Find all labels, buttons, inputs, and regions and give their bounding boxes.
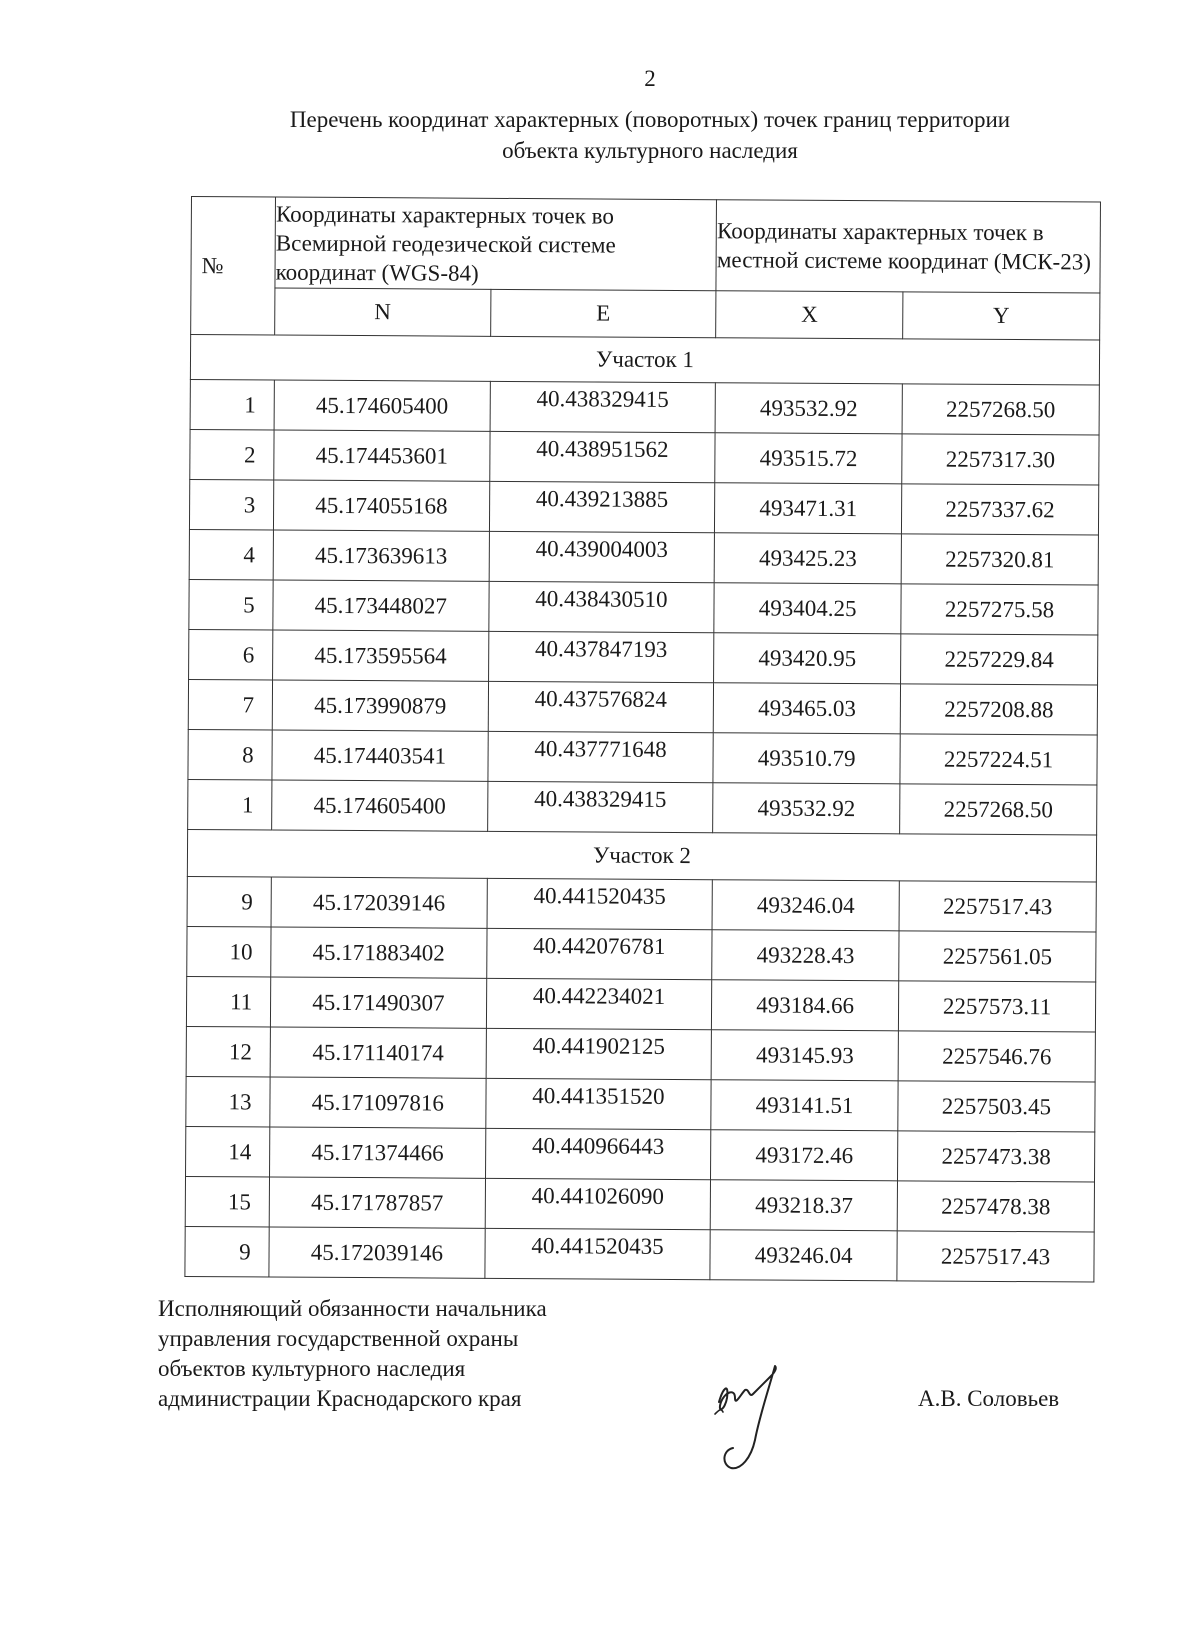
cell-x: 493184.66 — [712, 980, 899, 1031]
point-number: 4 — [189, 529, 273, 580]
cell-y: 2257503.45 — [898, 1081, 1095, 1132]
cell-n: 45.174453601 — [274, 430, 490, 481]
table-row — [189, 579, 1098, 635]
table-row — [190, 429, 1099, 485]
cell-n: 45.171097816 — [270, 1077, 486, 1128]
cell-y: 2257517.43 — [897, 1231, 1094, 1282]
point-number: 13 — [186, 1076, 270, 1127]
cell-y: 2257275.58 — [901, 584, 1098, 635]
cell-x: 493465.03 — [714, 683, 901, 734]
cell-y: 2257561.05 — [899, 931, 1096, 982]
cell-e: 40.438329415 — [490, 381, 716, 432]
handwritten-signature — [705, 1358, 795, 1478]
cell-x: 493420.95 — [714, 633, 901, 684]
point-number: 15 — [185, 1176, 269, 1227]
cell-n: 45.173448027 — [273, 580, 489, 631]
cell-y: 2257317.30 — [902, 434, 1099, 485]
section-title: Участок 1 — [190, 335, 1099, 386]
table-row — [190, 379, 1099, 435]
cell-n: 45.174403541 — [272, 730, 488, 781]
cell-n: 45.174605400 — [274, 380, 490, 431]
point-number: 12 — [186, 1026, 270, 1077]
signer-name: А.В. Соловьев — [918, 1386, 1060, 1411]
cell-y: 2257229.84 — [901, 634, 1098, 685]
cell-y: 2257268.50 — [900, 784, 1097, 835]
table-row — [186, 1026, 1095, 1082]
cell-x: 493141.51 — [711, 1080, 898, 1131]
cell-n: 45.173990879 — [272, 680, 488, 731]
page-number: 2 — [644, 66, 656, 91]
table-row — [188, 729, 1097, 785]
table-row — [189, 529, 1098, 585]
table-row — [189, 629, 1098, 685]
cell-x: 493510.79 — [713, 733, 900, 784]
cell-n: 45.171787857 — [269, 1177, 485, 1228]
cell-x: 493404.25 — [714, 583, 901, 634]
document-title — [150, 104, 1150, 166]
cell-n: 45.173595564 — [273, 630, 489, 681]
section-row — [187, 829, 1096, 882]
cell-e: 40.439004003 — [489, 531, 715, 582]
cell-n: 45.171140174 — [270, 1027, 486, 1078]
cell-x: 493172.46 — [711, 1130, 898, 1181]
point-number: 3 — [189, 479, 273, 530]
table-row — [186, 1126, 1095, 1182]
cell-y: 2257208.88 — [900, 684, 1097, 735]
point-number: 10 — [187, 926, 271, 977]
cell-e: 40.442076781 — [486, 928, 712, 979]
cell-e: 40.441520435 — [484, 1228, 710, 1279]
table-row — [188, 779, 1097, 835]
point-number: 8 — [188, 729, 272, 780]
signatory-position — [158, 1294, 547, 1414]
header-number: № — [191, 197, 276, 336]
cell-y: 2257337.62 — [901, 484, 1098, 535]
cell-e: 40.440966443 — [485, 1128, 711, 1179]
cell-y: 2257268.50 — [902, 384, 1099, 435]
cell-x: 493532.92 — [715, 383, 902, 434]
cell-y: 2257517.43 — [899, 881, 1096, 932]
title-line-2: объекта культурного наследия — [502, 138, 798, 163]
cell-n: 45.172039146 — [269, 1227, 485, 1278]
point-number: 7 — [188, 679, 272, 730]
point-number: 5 — [189, 579, 273, 630]
table-row — [187, 876, 1096, 932]
cell-n: 45.171883402 — [271, 927, 487, 978]
table-row — [186, 1076, 1095, 1132]
coordinates-table-body — [185, 197, 1101, 1283]
position-line-1: Исполняющий обязанности начальника — [158, 1296, 547, 1321]
section-title: Участок 2 — [187, 829, 1096, 882]
point-number: 9 — [187, 876, 271, 927]
point-number: 9 — [185, 1226, 269, 1277]
subheader-n: N — [275, 288, 491, 336]
subheader-e: E — [490, 289, 716, 337]
cell-y: 2257224.51 — [900, 734, 1097, 785]
cell-n: 45.174605400 — [272, 780, 488, 831]
table-header-row — [191, 197, 1101, 294]
cell-e: 40.438951562 — [489, 431, 715, 482]
point-number: 1 — [188, 779, 272, 830]
cell-y: 2257320.81 — [901, 534, 1098, 585]
cell-x: 493515.72 — [715, 433, 902, 484]
cell-e: 40.439213885 — [489, 481, 715, 532]
position-line-2: управления государственной охраны — [158, 1326, 519, 1351]
point-number: 1 — [190, 379, 274, 430]
cell-x: 493471.31 — [715, 483, 902, 534]
table-row — [186, 976, 1095, 1032]
header-msk23: Координаты характерных точек в местной системе координат (МСК-23) — [716, 200, 1100, 293]
cell-y: 2257573.11 — [898, 981, 1095, 1032]
coordinates-table — [184, 196, 1101, 1283]
cell-e: 40.441902125 — [486, 1028, 712, 1079]
cell-y: 2257478.38 — [897, 1181, 1094, 1232]
cell-y: 2257473.38 — [897, 1131, 1094, 1182]
cell-x: 493218.37 — [710, 1180, 897, 1231]
cell-y: 2257546.76 — [898, 1031, 1095, 1082]
table-row — [185, 1176, 1094, 1232]
cell-x: 493246.04 — [710, 1230, 897, 1281]
table-row — [187, 926, 1096, 982]
position-line-4: администрации Краснодарского края — [158, 1386, 522, 1411]
point-number: 6 — [189, 629, 273, 680]
cell-e: 40.441026090 — [485, 1178, 711, 1229]
cell-x: 493246.04 — [712, 880, 899, 931]
cell-e: 40.437771648 — [487, 731, 713, 782]
table-row — [188, 679, 1097, 735]
position-line-3: объектов культурного наследия — [158, 1356, 466, 1381]
cell-e: 40.437847193 — [488, 631, 714, 682]
point-number: 2 — [190, 429, 274, 480]
point-number: 11 — [186, 976, 270, 1027]
header-wgs84: Координаты характерных точек во Всемирной геодезической системе координат (WGS-84) — [275, 197, 717, 291]
cell-e: 40.442234021 — [486, 978, 712, 1029]
cell-n: 45.171374466 — [270, 1127, 486, 1178]
table-row — [185, 1226, 1094, 1282]
subheader-x: X — [716, 291, 903, 339]
section-row — [190, 335, 1099, 386]
cell-x: 493425.23 — [714, 533, 901, 584]
cell-n: 45.173639613 — [273, 530, 489, 581]
cell-e: 40.441351520 — [485, 1078, 711, 1129]
cell-n: 45.171490307 — [271, 977, 487, 1028]
point-number: 14 — [186, 1126, 270, 1177]
cell-e: 40.437576824 — [488, 681, 714, 732]
cell-e: 40.438430510 — [488, 581, 714, 632]
cell-x: 493228.43 — [712, 930, 899, 981]
cell-e: 40.438329415 — [487, 781, 713, 832]
cell-n: 45.172039146 — [271, 877, 487, 928]
cell-x: 493145.93 — [711, 1030, 898, 1081]
subheader-y: Y — [903, 292, 1100, 340]
cell-e: 40.441520435 — [487, 878, 713, 929]
cell-n: 45.174055168 — [274, 480, 490, 531]
title-line-1: Перечень координат характерных (поворотных) точек границ территории — [289, 107, 1011, 132]
cell-x: 493532.92 — [713, 783, 900, 834]
table-subheader-row — [191, 288, 1100, 341]
table-row — [189, 479, 1098, 535]
